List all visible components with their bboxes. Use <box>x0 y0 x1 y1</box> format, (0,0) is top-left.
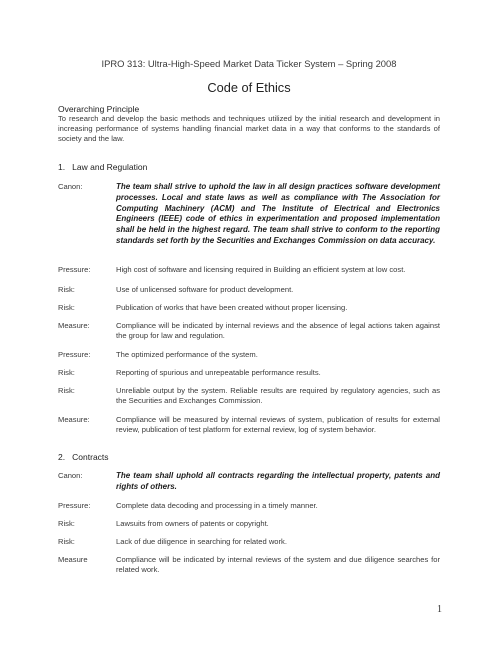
row-label: Risk: <box>58 537 75 546</box>
overarching-text: To research and develop the basic methods and techniques utilized by the initial research and development in increasing performance of systems handling financial market data in a way that conforms to the standards of society and the law. <box>58 114 440 143</box>
row-label: Risk: <box>58 519 75 528</box>
row-measure <box>58 321 440 341</box>
document-header: IPRO 313: Ultra-High-Speed Market Data Ticker System – Spring 2008 <box>101 58 397 69</box>
row-label: Risk: <box>58 285 75 294</box>
row-risk <box>58 303 440 313</box>
row-text: Reporting of spurious and unrepeatable performance results. <box>116 368 321 377</box>
row-risk <box>58 368 440 378</box>
row-pressure <box>58 350 440 360</box>
row-text: Complete data decoding and processing in a timely manner. <box>116 501 318 510</box>
row-canon <box>58 471 440 493</box>
row-label: Pressure: <box>58 501 91 510</box>
row-label: Risk: <box>58 386 75 395</box>
row-text: The optimized performance of the system. <box>116 350 258 359</box>
section-heading-law: 1. Law and Regulation <box>58 162 148 172</box>
row-risk <box>58 537 440 547</box>
row-label: Measure: <box>58 321 90 330</box>
row-text: Unreliable output by the system. Reliable results are required by regulatory agencies, such as the Securities and Exchanges Commission. <box>116 386 440 405</box>
page-number: 1 <box>437 604 442 615</box>
row-text: Use of unlicensed software for product development. <box>116 285 294 294</box>
row-text: Lack of due diligence in searching for related work. <box>116 537 287 546</box>
section-heading-contracts: 2. Contracts <box>58 452 109 462</box>
row-label: Canon: <box>58 182 83 191</box>
canon-text: The team shall uphold all contracts regarding the intellectual property, patents and rights of others. <box>116 471 440 491</box>
canon-text: The team shall strive to uphold the law in all design practices software development processes. Local and state laws as well as compliance with The Association for Computing Machinery (ACM) and The Institute of Electrical and Electronics Engineers (IEEE) code of ethics in experimentation and proposed implementation shall be held in the highest regard. The team shall strive to conform to the reporting standards set forth by the Securities and Exchanges Commission on data accuracy. <box>116 182 440 245</box>
row-risk <box>58 386 440 406</box>
row-label: Risk: <box>58 368 75 377</box>
row-label: Pressure: <box>58 350 91 359</box>
row-risk <box>58 519 440 529</box>
row-text: Publication of works that have been created without proper licensing. <box>116 303 348 312</box>
row-pressure <box>58 501 440 511</box>
row-label: Measure: <box>58 415 90 424</box>
overarching-principle <box>58 104 440 143</box>
row-pressure <box>58 265 440 275</box>
row-label: Canon: <box>58 471 83 480</box>
row-measure <box>58 555 440 575</box>
row-measure <box>58 415 440 435</box>
row-text: Compliance will be measured by internal reviews of system, publication of results for external review, publication of test platform for external review, log of system behavior. <box>116 415 440 434</box>
row-text: High cost of software and licensing required in Building an efficient system at low cost. <box>116 265 406 274</box>
overarching-heading: Overarching Principle <box>58 104 140 114</box>
row-label: Risk: <box>58 303 75 312</box>
row-canon <box>58 182 440 247</box>
row-risk <box>58 285 440 295</box>
page-title: Code of Ethics <box>207 80 291 95</box>
row-text: Compliance will be indicated by internal reviews and the absence of legal actions taken against the group for law and regulation. <box>116 321 440 340</box>
row-label: Pressure: <box>58 265 91 274</box>
row-text: Compliance will be indicated by internal reviews of the system and due diligence searches for related work. <box>116 555 440 574</box>
row-text: Lawsuits from owners of patents or copyright. <box>116 519 269 528</box>
row-label: Measure <box>58 555 88 564</box>
